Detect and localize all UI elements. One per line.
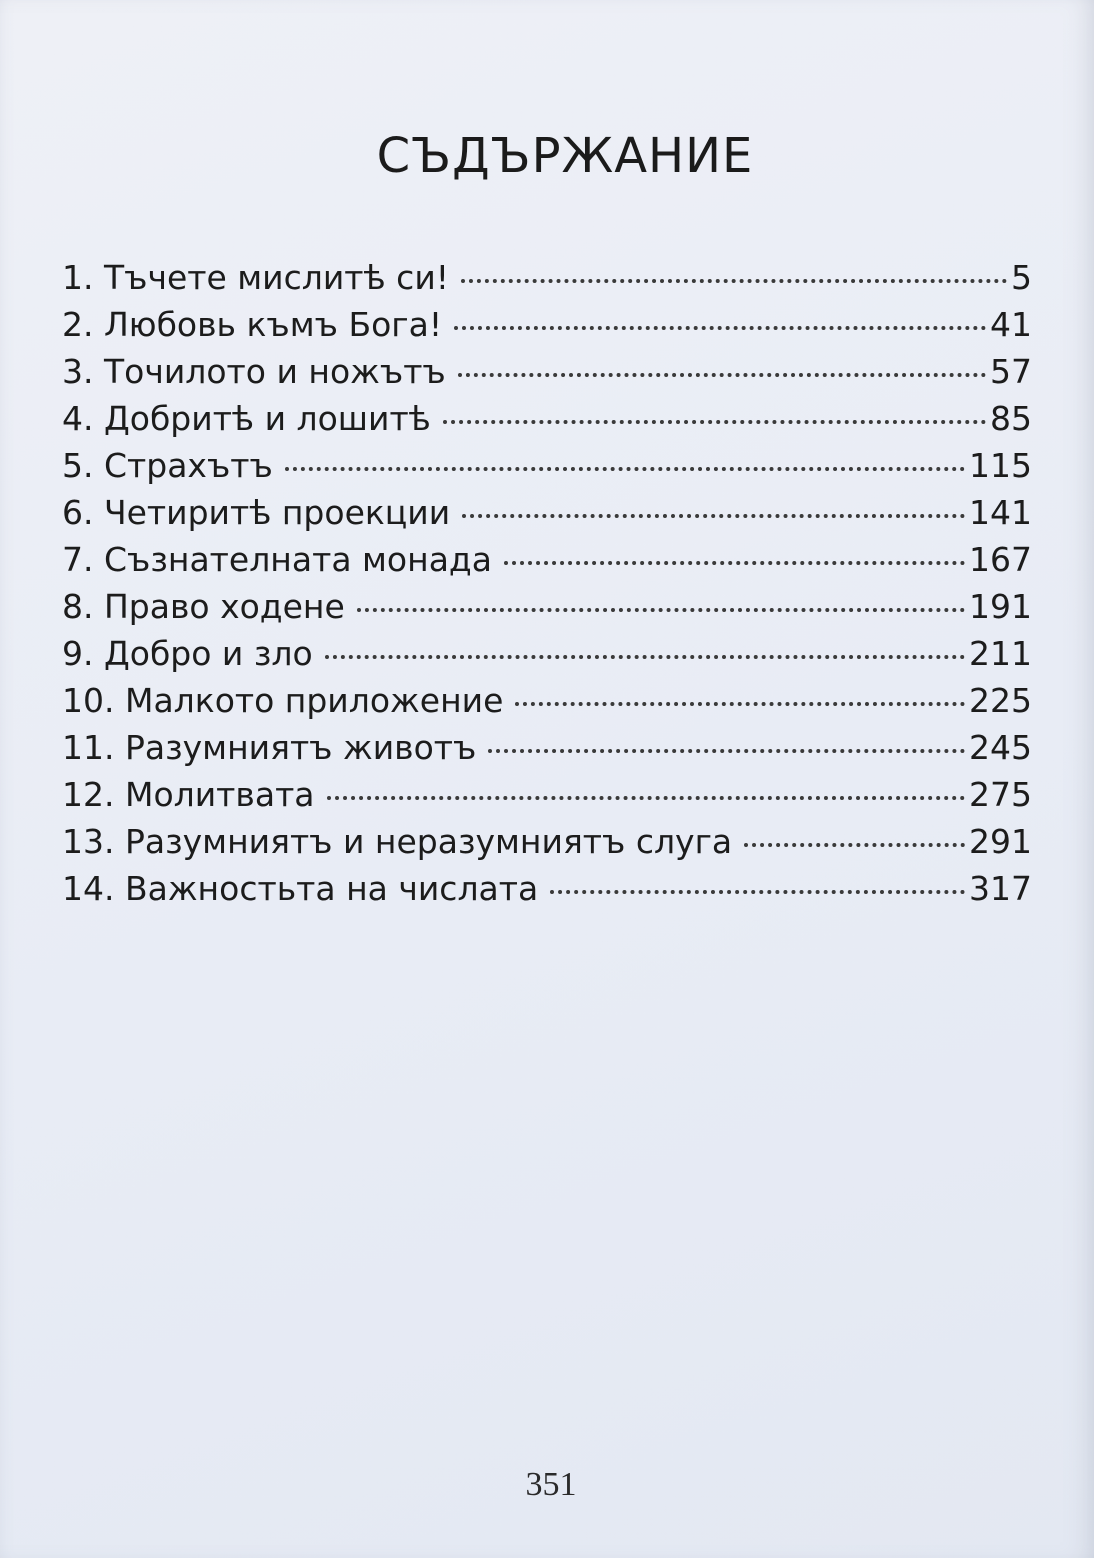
page-title: СЪДЪРЖАНИЕ [376,128,754,184]
dot-leader [462,514,965,518]
toc-entry [62,587,1032,634]
dot-leader [454,326,986,330]
dot-leader [327,796,965,800]
toc-entry-page: 191 [969,587,1032,626]
dot-leader [443,420,986,424]
toc-entry [62,258,1032,305]
toc-entry-title: 4. Добритѣ и лошитѣ [62,399,431,438]
dot-leader [550,890,965,894]
toc-entry-page: 225 [969,681,1032,720]
toc-entry [62,634,1032,681]
toc-entry-title: 5. Страхътъ [62,446,273,485]
toc-entry [62,681,1032,728]
toc-entry-title: 8. Право ходене [62,587,345,626]
toc-entry [62,352,1032,399]
toc-entry-page: 57 [990,352,1032,391]
toc-entry-page: 317 [969,869,1032,908]
toc-entry [62,540,1032,587]
toc-entry-page: 291 [969,822,1032,861]
toc-entry-title: 7. Съзнателната монада [62,540,492,579]
table-of-contents [62,258,1032,916]
toc-entry-title: 11. Разумниятъ животъ [62,728,477,767]
toc-entry-page: 245 [969,728,1032,767]
toc-entry-title: 10. Малкото приложение [62,681,504,720]
dot-leader [357,608,965,612]
toc-entry-title: 13. Разумниятъ и неразумниятъ слуга [62,822,733,861]
dot-leader [461,279,1007,283]
toc-entry-title: 1. Тъчете мислитѣ си! [62,258,449,297]
dot-leader [744,843,965,847]
dot-leader [504,561,965,565]
dot-leader [285,467,965,471]
toc-entry [62,493,1032,540]
toc-entry-page: 167 [969,540,1032,579]
dot-leader [458,373,986,377]
toc-entry-title: 2. Любовь къмъ Бога! [62,305,443,344]
toc-entry [62,822,1032,869]
toc-entry-title: 14. Важностьта на числата [62,869,539,908]
toc-entry [62,869,1032,916]
toc-entry-title: 12. Молитвата [62,775,315,814]
dot-leader [488,749,965,753]
toc-entry [62,399,1032,446]
toc-entry-page: 5 [1011,258,1032,297]
toc-entry-page: 275 [969,775,1032,814]
dot-leader [515,702,965,706]
page-number: 351 [525,1466,577,1503]
toc-entry-page: 85 [990,399,1032,438]
toc-entry [62,446,1032,493]
toc-entry [62,775,1032,822]
toc-entry-page: 41 [990,305,1032,344]
dot-leader [325,655,965,659]
toc-entry-page: 141 [969,493,1032,532]
toc-entry-page: 115 [969,446,1032,485]
toc-entry-page: 211 [969,634,1032,673]
toc-entry-title: 9. Добро и зло [62,634,313,673]
toc-entry-title: 6. Четиритѣ проекции [62,493,451,532]
toc-entry [62,728,1032,775]
toc-entry [62,305,1032,352]
toc-entry-title: 3. Точилото и ножътъ [62,352,446,391]
